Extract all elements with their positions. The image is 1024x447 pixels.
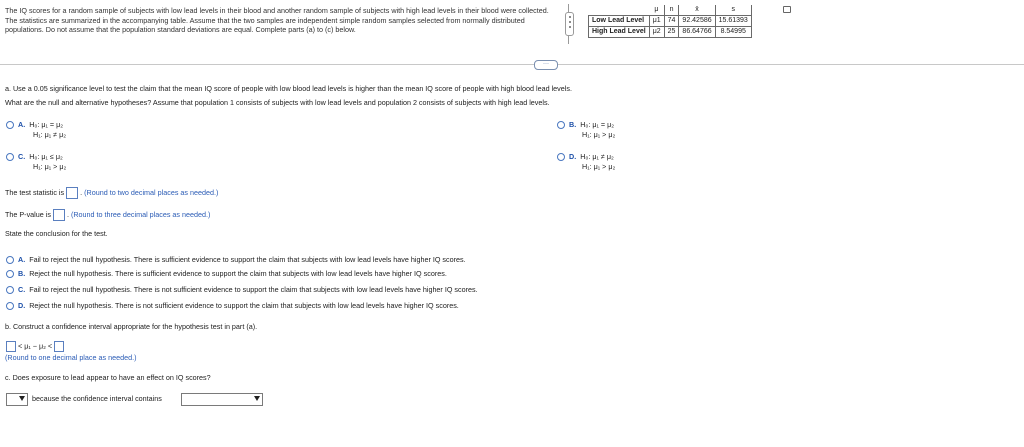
copy-table-icon[interactable] [783, 6, 791, 13]
h1-text: H₁: μ₁ > μ₂ [582, 162, 616, 171]
row-n: 25 [664, 27, 679, 38]
radio-button[interactable] [6, 270, 14, 278]
section-divider [0, 64, 1024, 65]
part-a-question: What are the null and alternative hypotheses? Assume that population 1 consists of subjects with low lead levels and population 2 consists of subjects with high lead levels. [5, 98, 550, 107]
test-statistic-hint: (Round to two decimal places as needed.) [84, 187, 219, 197]
effect-dropdown[interactable] [6, 393, 28, 406]
table-row [589, 16, 752, 27]
radio-button[interactable] [6, 121, 14, 129]
pvalue-hint: (Round to three decimal places as needed.) [70, 209, 211, 219]
h1-text: H₁: μ₁ ≠ μ₂ [33, 130, 67, 139]
part-b-hint: (Round to one decimal place as needed.) [5, 353, 137, 362]
part-c-prompt: c. Does exposure to lead appear to have an effect on IQ scores? [5, 373, 211, 382]
row-mu: μ1 [649, 16, 664, 27]
row-label: High Lead Level [589, 27, 650, 38]
part-a-prompt: a. Use a 0.05 significance level to test the claim that the mean IQ score of people with low blood lead levels is higher than the mean IQ score of people with high blood lead levels. [5, 84, 572, 93]
table-header-row [589, 5, 752, 16]
interval-contains-dropdown[interactable] [181, 393, 263, 406]
chevron-down-icon [19, 396, 25, 401]
row-n: 74 [664, 16, 679, 27]
h1-text: H₁: μ₁ > μ₂ [33, 162, 67, 171]
hypothesis-option-d[interactable]: D. H₀: μ₁ ≠ μ₂ [557, 152, 614, 162]
h0-text: H₀: μ₁ = μ₂ [580, 120, 615, 129]
pvalue-input[interactable] [53, 209, 65, 221]
ci-middle-text: < μ₁ − μ₂ < [18, 341, 53, 351]
h0-text: H₀: μ₁ ≤ μ₂ [29, 152, 63, 161]
table-row [589, 27, 752, 38]
conclusion-text: Fail to reject the null hypothesis. There is sufficient evidence to support the claim that subjects with low lead levels have higher IQ scores. [29, 255, 466, 264]
radio-button[interactable] [6, 153, 14, 161]
header-mu: μ [654, 6, 659, 13]
conclusion-label: State the conclusion for the test. [5, 229, 108, 238]
conclusion-option-b[interactable]: B. Reject the null hypothesis. There is sufficient evidence to support the claim that subjects with low lead levels have higher IQ scores. [6, 269, 447, 279]
problem-intro: The IQ scores for a random sample of subjects with low lead levels in their blood and another random sample of subjects with high lead levels in their blood were collected. The statistics are summarized in the accompanying table. Assume that the two samples are independent simple random samples selected from normally distributed populations. Do not assume that the population standard deviations are equal. Complete parts (a) to (c) below. [5, 6, 549, 35]
row-mu: μ2 [649, 27, 664, 38]
summary-table [588, 5, 752, 38]
h0-text: H₀: μ₁ = μ₂ [29, 120, 64, 129]
chevron-down-icon [254, 396, 260, 401]
conclusion-text: Reject the null hypothesis. There is not sufficient evidence to support the claim that subjects with low lead levels have higher IQ scores. [29, 301, 459, 310]
because-text: because the confidence interval contains [32, 394, 162, 403]
conclusion-option-d[interactable]: D. Reject the null hypothesis. There is not sufficient evidence to support the claim that subjects with low lead levels have higher IQ scores. [6, 301, 459, 311]
test-statistic-label: The test statistic is [5, 187, 65, 197]
radio-button[interactable] [557, 153, 565, 161]
conclusion-option-c[interactable]: C. Fail to reject the null hypothesis. There is not sufficient evidence to support the claim that subjects with low lead levels have higher IQ scores. [6, 285, 478, 295]
radio-button[interactable] [557, 121, 565, 129]
header-s: s [715, 5, 751, 16]
radio-button[interactable] [6, 286, 14, 294]
conclusion-text: Reject the null hypothesis. There is sufficient evidence to support the claim that subjects with low lead levels have higher IQ scores. [29, 269, 447, 278]
row-s: 8.54995 [715, 27, 751, 38]
h0-text: H₀: μ₁ ≠ μ₂ [580, 152, 614, 161]
h1-text: H₁: μ₁ > μ₂ [582, 130, 616, 139]
expand-more-button[interactable]: ··· [534, 60, 558, 70]
row-s: 15.61393 [715, 16, 751, 27]
part-b-prompt: b. Construct a confidence interval appropriate for the hypothesis test in part (a). [5, 322, 258, 331]
test-statistic-line: The test statistic is . (Round to two decimal places as needed.) [5, 187, 218, 199]
header-n: n [664, 5, 679, 16]
pvalue-label: The P-value is [5, 209, 51, 219]
hypothesis-option-a[interactable]: A. H₀: μ₁ = μ₂ [6, 120, 63, 130]
header-xbar: x̄ [679, 5, 715, 16]
radio-button[interactable] [6, 256, 14, 264]
ci-upper-input[interactable] [54, 341, 64, 352]
conclusion-option-a[interactable]: A. Fail to reject the null hypothesis. There is sufficient evidence to support the claim that subjects with low lead levels have higher IQ scores. [6, 255, 466, 265]
test-statistic-input[interactable] [66, 187, 78, 199]
row-label: Low Lead Level [589, 16, 650, 27]
hypothesis-option-c[interactable]: C. H₀: μ₁ ≤ μ₂ [6, 152, 63, 162]
row-xbar: 92.42586 [679, 16, 715, 27]
radio-button[interactable] [6, 302, 14, 310]
conclusion-text: Fail to reject the null hypothesis. There is not sufficient evidence to support the claim that subjects with low lead levels have higher IQ scores. [29, 285, 478, 294]
pane-resize-handle[interactable] [565, 12, 574, 36]
ci-lower-input[interactable] [6, 341, 16, 352]
row-xbar: 86.64766 [679, 27, 715, 38]
hypothesis-option-b[interactable]: B. H₀: μ₁ = μ₂ [557, 120, 614, 130]
confidence-interval-line [6, 341, 64, 352]
pvalue-line: The P-value is . (Round to three decimal places as needed.) [5, 209, 210, 221]
